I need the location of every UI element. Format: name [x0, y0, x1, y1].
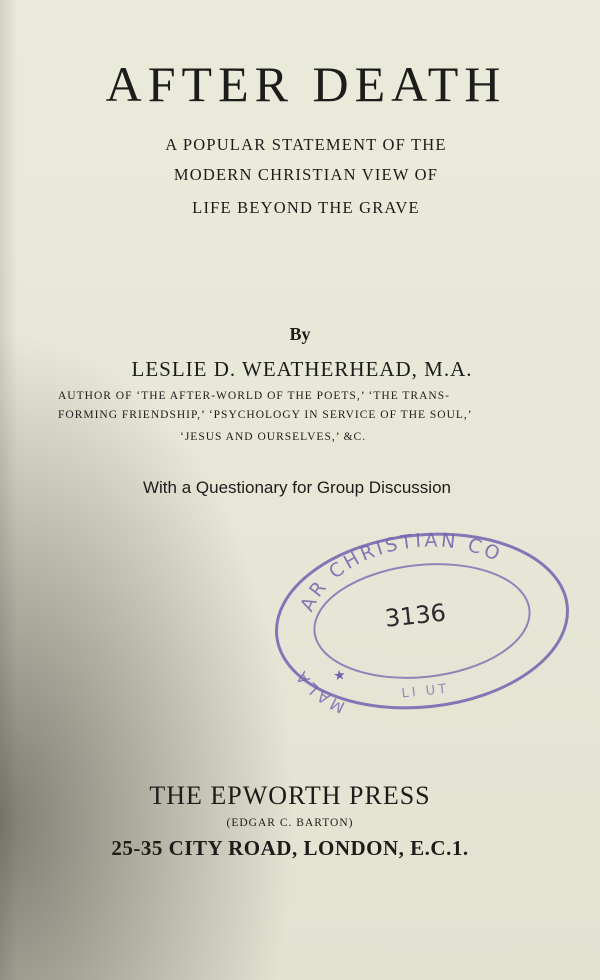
- author-name: LESLIE D. WEATHERHEAD, M.A.: [131, 357, 473, 381]
- publisher-subline: (EDGAR C. BARTON): [226, 817, 354, 829]
- questionary-note: With a Questionary for Group Discussion: [142, 478, 451, 497]
- publisher-name: THE EPWORTH PRESS: [149, 781, 431, 810]
- stamp-accession-number: 3136: [383, 598, 448, 633]
- book-title: AFTER DEATH: [105, 56, 507, 112]
- publisher-address: 25-35 CITY ROAD, LONDON, E.C.1.: [111, 836, 469, 860]
- author-works-line-2: FORMING FRIENDSHIP,’ ‘PSYCHOLOGY IN SERVICE OF THE SOUL,’: [58, 409, 473, 421]
- stamp-star: ★: [332, 667, 347, 685]
- subtitle-line-3: LIFE BEYOND THE GRAVE: [192, 198, 420, 217]
- byline: By: [289, 324, 311, 344]
- subtitle-line-2: MODERN CHRISTIAN VIEW OF: [173, 165, 439, 184]
- stamp-ring-text-left: MALA: [290, 665, 348, 718]
- stamp-bottom-text: LI UT: [400, 681, 450, 702]
- subtitle-line-1: A POPULAR STATEMENT OF THE: [165, 135, 447, 154]
- author-works-line-3: ‘JESUS AND OURSELVES,’ &C.: [180, 431, 367, 443]
- author-works-line-1: AUTHOR OF ‘THE AFTER-WORLD OF THE POETS,’ ‘THE TRANS-: [58, 390, 450, 402]
- stamp-ring-text-top: AR CHRISTIAN CO: [296, 529, 506, 615]
- library-stamp: [259, 509, 585, 732]
